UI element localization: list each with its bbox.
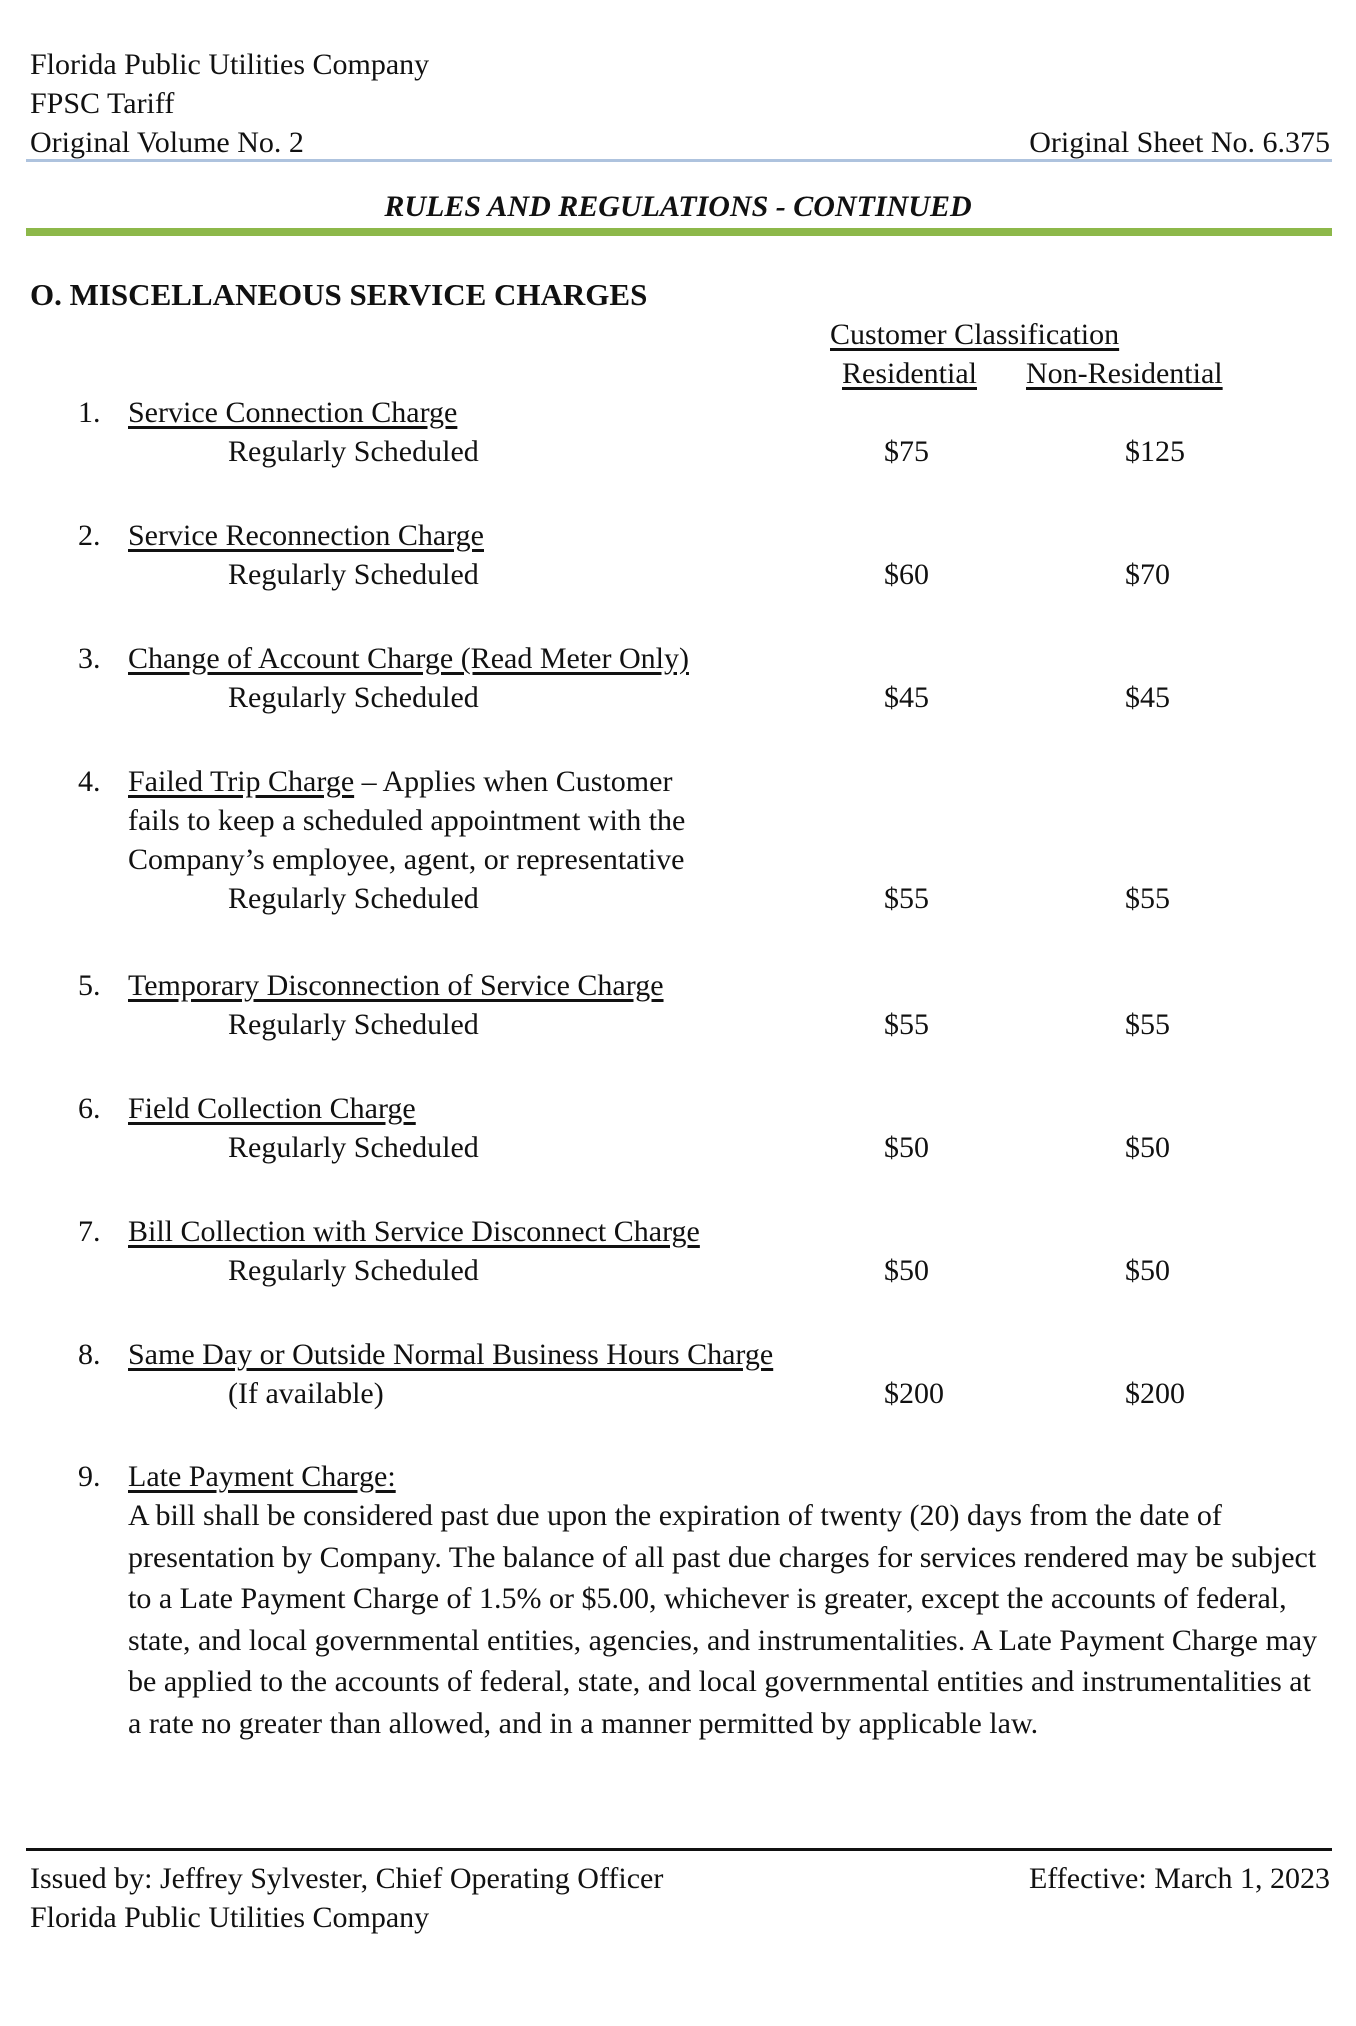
effective-date: Effective: March 1, 2023: [1028, 1862, 1330, 1895]
residential-amount: $50: [884, 1254, 929, 1287]
item-number: 9.: [78, 1460, 101, 1493]
residential-amount: $60: [884, 558, 929, 591]
nonresidential-amount: $50: [1125, 1131, 1170, 1164]
residential-amount: $45: [884, 681, 929, 714]
issued-by: Issued by: Jeffrey Sylvester, Chief Operating Officer: [30, 1862, 664, 1895]
nonresidential-amount: $70: [1125, 558, 1170, 591]
volume-label: Original Volume No. 2: [30, 126, 304, 159]
residential-amount: $200: [884, 1377, 944, 1410]
charge-detail: Regularly Scheduled: [228, 882, 479, 915]
charge-name: Service Connection Charge: [128, 396, 458, 429]
charge-description-line: fails to keep a scheduled appointment with the: [128, 804, 686, 837]
item-number: 2.: [78, 519, 101, 552]
charge-detail: Regularly Scheduled: [228, 1254, 479, 1287]
nonresidential-amount: $45: [1125, 681, 1170, 714]
section-title: O. MISCELLANEOUS SERVICE CHARGES: [30, 277, 648, 312]
late-payment-title: Late Payment Charge:: [128, 1460, 396, 1493]
charge-name: Temporary Disconnection of Service Charge: [128, 969, 664, 1002]
residential-amount: $75: [884, 435, 929, 468]
item-number: 6.: [78, 1092, 101, 1125]
charge-name: Change of Account Charge (Read Meter Only): [128, 642, 689, 675]
charge-detail: (If available): [228, 1377, 384, 1410]
company-name: Florida Public Utilities Company: [30, 48, 430, 81]
charge-description: – Applies when Customer: [354, 765, 673, 798]
item-number: 4.: [78, 765, 101, 798]
item-number: 5.: [78, 969, 101, 1002]
nonresidential-amount: $50: [1125, 1254, 1170, 1287]
charge-detail: Regularly Scheduled: [228, 1131, 479, 1164]
charge-detail: Regularly Scheduled: [228, 435, 479, 468]
nonresidential-amount: $125: [1125, 435, 1185, 468]
item-number: 3.: [78, 642, 101, 675]
charge-description-line: Company’s employee, agent, or representative: [128, 843, 685, 876]
charge-name: Bill Collection with Service Disconnect Charge: [128, 1215, 700, 1248]
item-number: 8.: [78, 1338, 101, 1371]
footer-company: Florida Public Utilities Company: [30, 1901, 430, 1934]
nonresidential-amount: $55: [1125, 882, 1170, 915]
residential-amount: $55: [884, 1008, 929, 1041]
title-divider: [26, 228, 1332, 236]
tariff-label: FPSC Tariff: [30, 87, 175, 120]
nonresidential-amount: $55: [1125, 1008, 1170, 1041]
charge-name: Failed Trip Charge: [128, 765, 355, 798]
header-divider: [26, 159, 1332, 162]
footer-divider: [26, 1848, 1332, 1851]
charge-name: Service Reconnection Charge: [128, 519, 484, 552]
charge-detail: Regularly Scheduled: [228, 681, 479, 714]
item-number: 7.: [78, 1215, 101, 1248]
residential-amount: $55: [884, 882, 929, 915]
classification-header: Customer Classification: [830, 318, 1120, 351]
charge-name-line: [128, 763, 672, 801]
nonresidential-amount: $200: [1125, 1377, 1185, 1410]
nonresidential-column-header: Non-Residential: [1026, 357, 1223, 390]
page-title: RULES AND REGULATIONS - CONTINUED: [384, 190, 972, 223]
sheet-number: Original Sheet No. 6.375: [1029, 126, 1330, 159]
residential-amount: $50: [884, 1131, 929, 1164]
charge-name: Field Collection Charge: [128, 1092, 416, 1125]
late-payment-paragraph: A bill shall be considered past due upon the expiration of twenty (20) days from the date of presentation by Company. The balance of all past due charges for services rendered may be subject to a Late Payment Charge of 1.5% or $5.00, whichever is greater, except the accounts of federal, state, and local governmental entities, agencies, and instrumentalities. A Late Payment Charge may be applied to the accounts of federal, state, and local governmental entities and instrumentalities at a rate no greater than allowed, and in a manner permitted by applicable law.: [128, 1499, 1318, 1740]
residential-column-header: Residential: [842, 357, 977, 390]
charge-detail: Regularly Scheduled: [228, 1008, 479, 1041]
item-number: 1.: [78, 396, 101, 429]
charge-detail: Regularly Scheduled: [228, 558, 479, 591]
charge-name: Same Day or Outside Normal Business Hours Charge: [128, 1338, 774, 1371]
